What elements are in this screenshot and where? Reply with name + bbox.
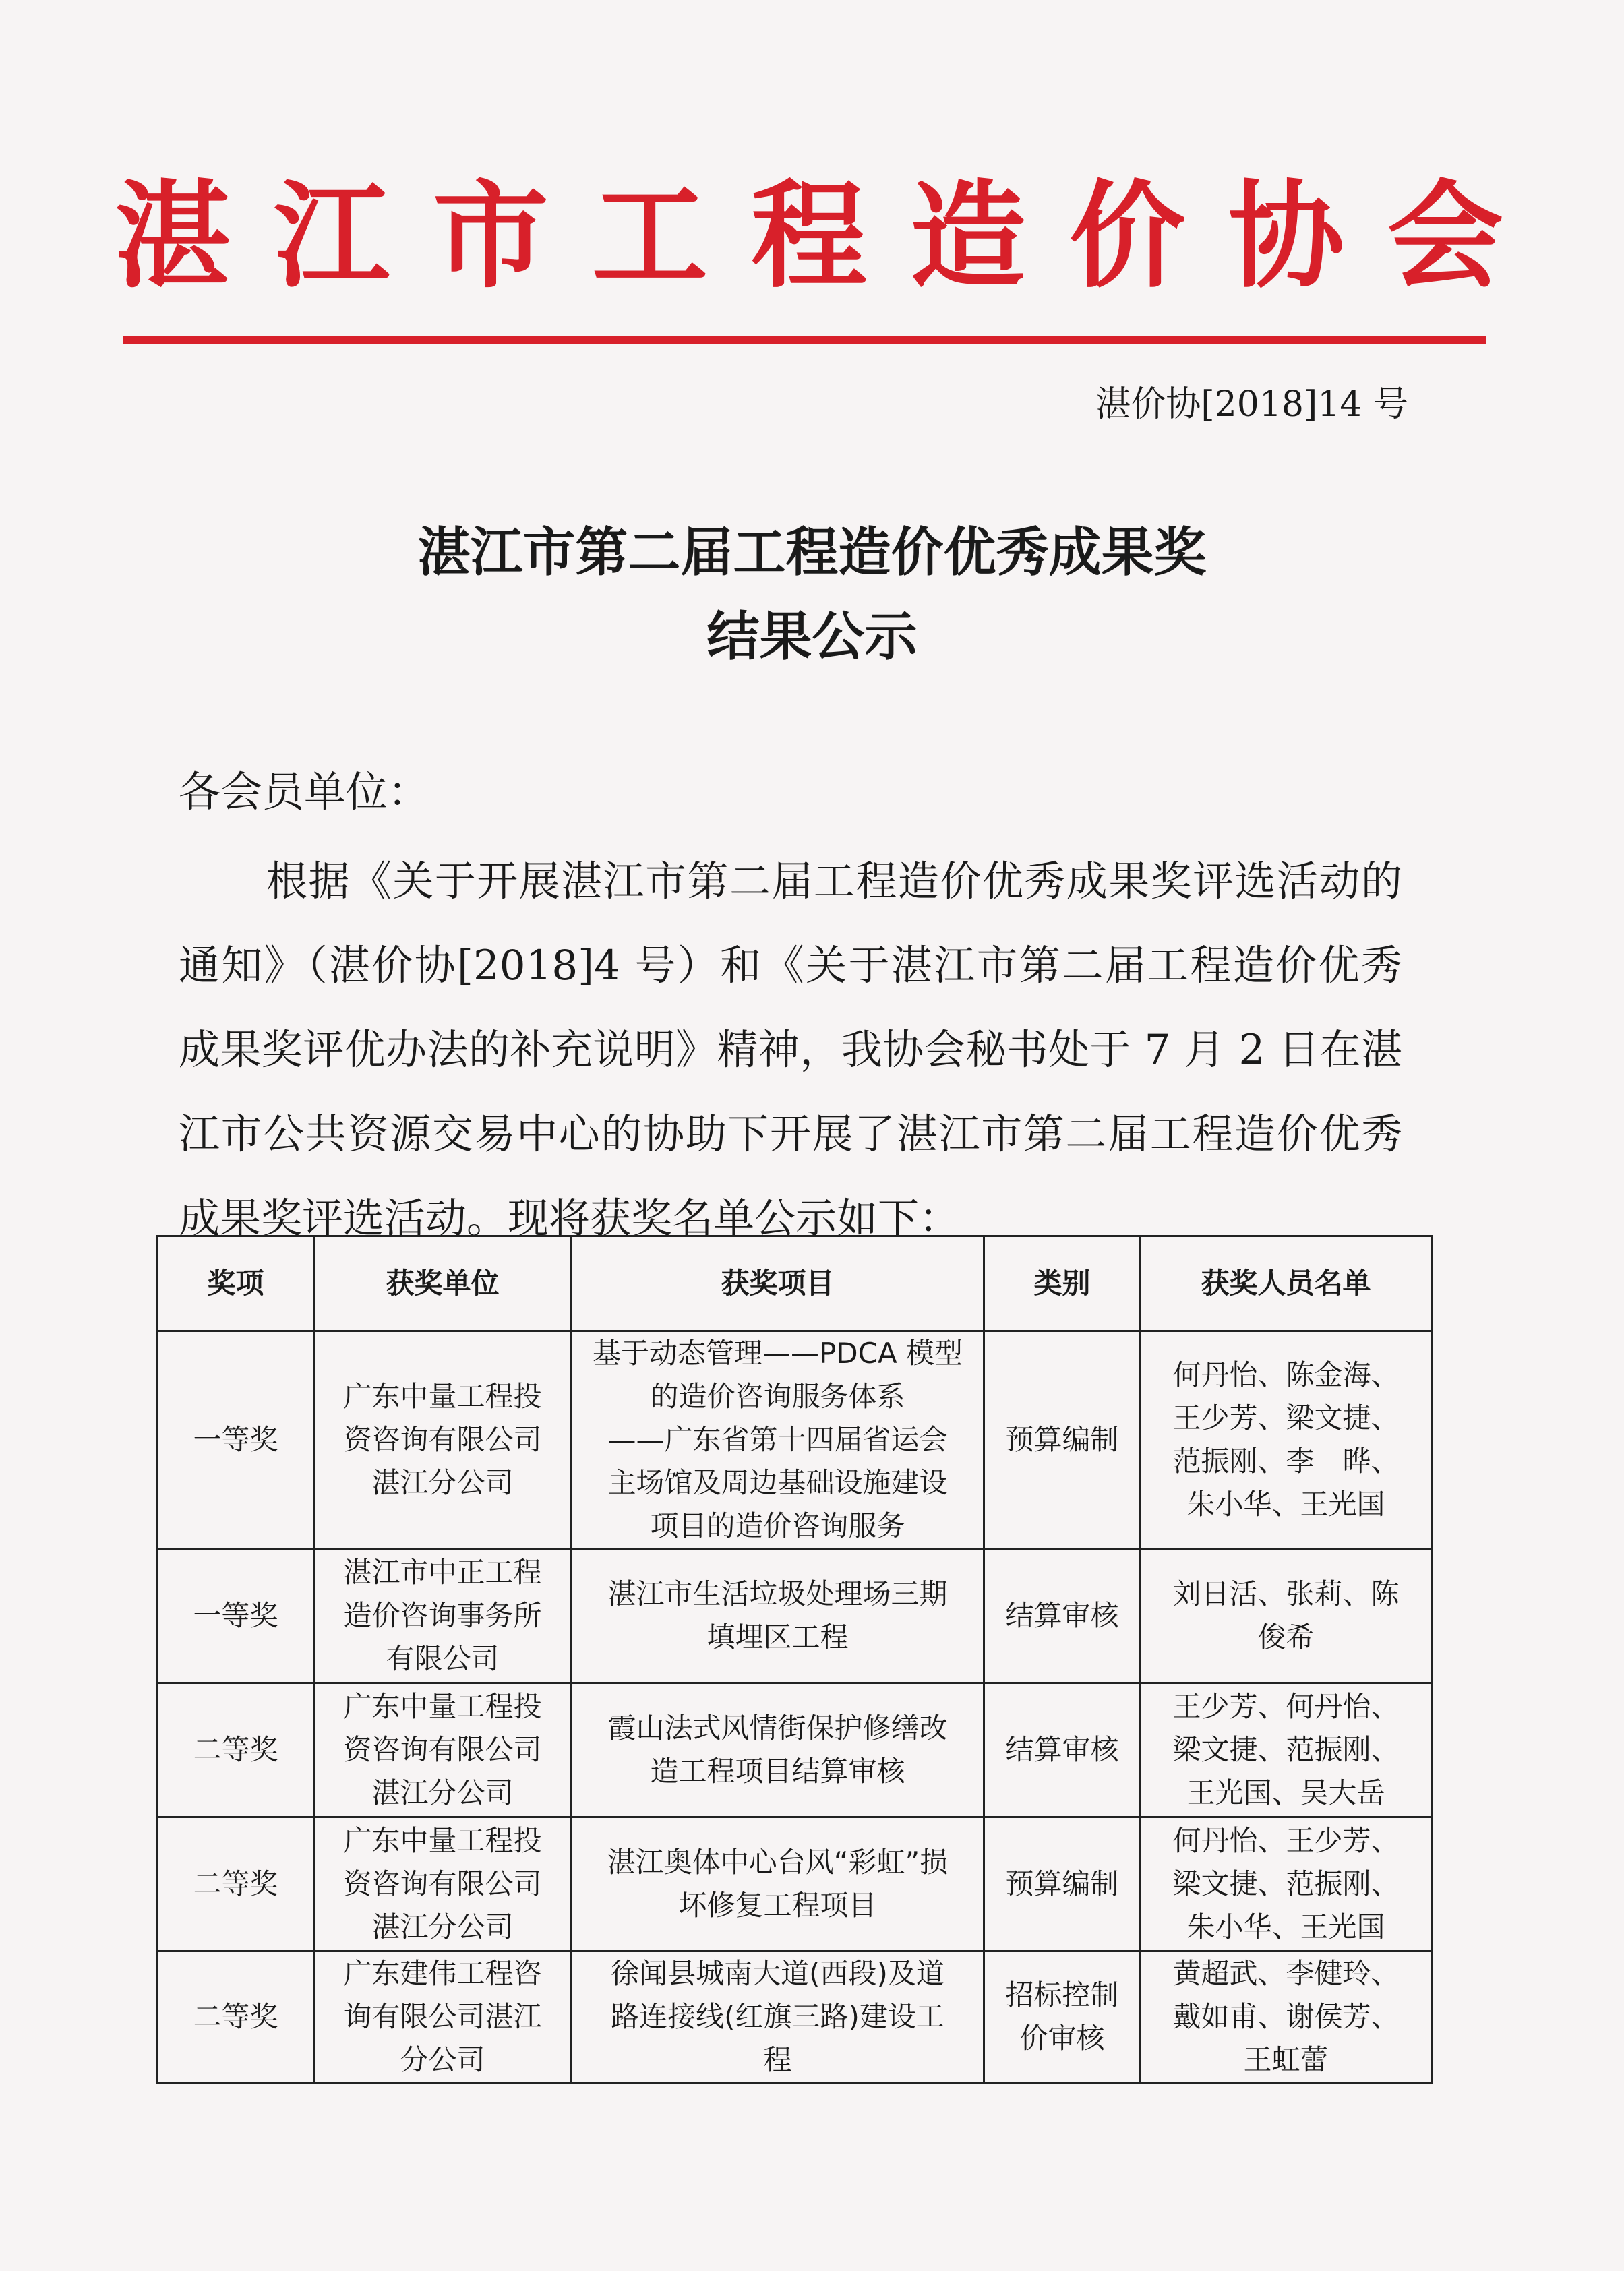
table-row: [158, 1951, 1432, 2083]
cell-line: ——广东省第十四届省运会: [607, 1423, 948, 1456]
table-row: [158, 1549, 1432, 1683]
letterhead-red-rule: [123, 336, 1486, 344]
cell-project: [572, 1683, 984, 1817]
cell-line: 范振刚、李 晔、: [1172, 1445, 1400, 1478]
cell-line: 预算编制: [1005, 1423, 1119, 1456]
cell-line: 王少芳、何丹怡、: [1172, 1690, 1400, 1723]
body-paragraph: 根据《关于开展湛江市第二届工程造价优秀成果奖评选活动的通知》（湛价协[2018]4 号）和《关于湛江市第二届工程造价优秀成果奖评优办法的补充说明》精神，我协会秘书处于 7 月 2 日在湛江市公共资源交易中心的协助下开展了湛江市第二届工程造价优秀成果奖评选活动。现将获奖名单公示如下：: [179, 857, 1402, 1242]
cell-names: [1141, 1951, 1432, 2083]
header-category: 类别: [984, 1236, 1141, 1331]
cell-line: 广东中量工程投: [343, 1690, 542, 1723]
cell-line: 何丹怡、王少芳、: [1172, 1824, 1400, 1857]
cell-line: 有限公司: [386, 1642, 500, 1675]
cell-line: 结算审核: [1005, 1599, 1119, 1632]
cell-line: 湛江分公司: [371, 1776, 514, 1809]
cell-category: [984, 1549, 1141, 1683]
cell-line: 资咨询有限公司: [343, 1423, 542, 1456]
document-number: 湛价协[2018]14 号: [1095, 384, 1408, 425]
cell-line: 湛江市生活垃圾处理场三期: [607, 1577, 948, 1610]
cell-line: 资咨询有限公司: [343, 1733, 542, 1766]
cell-line: 戴如甫、谢侯芳、: [1172, 2000, 1400, 2033]
cell-line: 填埋区工程: [706, 1621, 849, 1654]
cell-line: 湛江奥体中心台风“彩虹”损: [607, 1846, 949, 1879]
cell-line: 项目的造价咨询服务: [650, 1509, 905, 1542]
cell-line: 王虹蕾: [1243, 2043, 1329, 2076]
cell-line: 造价咨询事务所: [343, 1599, 542, 1632]
cell-line: 朱小华、王光国: [1186, 1910, 1385, 1943]
cell-unit: [314, 1549, 572, 1683]
cell-line: 招标控制: [1005, 1978, 1119, 2011]
cell-line: 询有限公司湛江: [343, 2000, 542, 2033]
org-letterhead-title: 湛江市工程造价协会: [115, 167, 1546, 304]
cell-line: 广东中量工程投: [343, 1380, 542, 1413]
header-unit: 获奖单位: [314, 1236, 572, 1331]
salutation: 各会员单位：: [179, 767, 430, 816]
cell-line: 路连接线(红旗三路)建设工: [611, 2000, 944, 2033]
cell-line: 价审核: [1019, 2022, 1105, 2055]
cell-unit: [314, 1951, 572, 2083]
cell-line: 王光国、吴大岳: [1186, 1776, 1385, 1809]
cell-line: 梁文捷、范振刚、: [1172, 1867, 1400, 1900]
cell-award: 二等奖: [158, 1951, 314, 2083]
cell-line: 结算审核: [1005, 1733, 1119, 1766]
cell-line: 霞山法式风情街保护修缮改: [607, 1712, 948, 1745]
cell-award: 一等奖: [158, 1549, 314, 1683]
cell-category: [984, 1951, 1141, 2083]
cell-line: 预算编制: [1005, 1867, 1119, 1900]
cell-category: [984, 1817, 1141, 1951]
cell-line: 刘日活、张莉、陈: [1172, 1577, 1400, 1610]
cell-line: 俊希: [1257, 1621, 1315, 1654]
cell-line: 基于动态管理——PDCA 模型: [592, 1337, 963, 1370]
cell-line: 湛江分公司: [371, 1910, 514, 1943]
cell-names: [1141, 1683, 1432, 1817]
cell-line: 湛江市中正工程: [343, 1556, 542, 1589]
table-header-row: [158, 1236, 1432, 1331]
cell-project: [572, 1951, 984, 2083]
cell-names: [1141, 1549, 1432, 1683]
cell-line: 主场馆及周边基础设施建设: [607, 1466, 948, 1499]
cell-line: 坏修复工程项目: [678, 1889, 877, 1922]
document-title-line1: 湛江市第二届工程造价优秀成果奖: [417, 522, 1207, 583]
table-row: [158, 1817, 1432, 1951]
cell-unit: [314, 1817, 572, 1951]
cell-line: 的造价咨询服务体系: [650, 1380, 905, 1413]
cell-line: 广东建伟工程咨: [343, 1957, 542, 1990]
cell-line: 黄超武、李健玲、: [1172, 1957, 1400, 1990]
cell-line: 徐闻县城南大道(西段)及道: [611, 1957, 944, 1990]
cell-line: 程: [763, 2043, 792, 2076]
table-row: [158, 1683, 1432, 1817]
cell-award: 一等奖: [158, 1331, 314, 1549]
cell-line: 朱小华、王光国: [1186, 1488, 1385, 1521]
header-award: 奖项: [158, 1236, 314, 1331]
cell-names: [1141, 1331, 1432, 1549]
award-results-table: [156, 1235, 1433, 2084]
cell-category: [984, 1331, 1141, 1549]
cell-names: [1141, 1817, 1432, 1951]
cell-project: [572, 1549, 984, 1683]
header-project: 获奖项目: [572, 1236, 984, 1331]
table-row: [158, 1331, 1432, 1549]
cell-unit: [314, 1331, 572, 1549]
cell-project: [572, 1331, 984, 1549]
cell-unit: [314, 1683, 572, 1817]
cell-category: [984, 1683, 1141, 1817]
cell-line: 造工程项目结算审核: [650, 1755, 905, 1788]
cell-line: 何丹怡、陈金海、: [1172, 1358, 1400, 1391]
cell-line: 资咨询有限公司: [343, 1867, 542, 1900]
cell-line: 广东中量工程投: [343, 1824, 542, 1857]
cell-award: 二等奖: [158, 1683, 314, 1817]
cell-line: 梁文捷、范振刚、: [1172, 1733, 1400, 1766]
cell-line: 分公司: [400, 2043, 485, 2076]
cell-line: 湛江分公司: [371, 1466, 514, 1499]
header-names: 获奖人员名单: [1141, 1236, 1432, 1331]
cell-project: [572, 1817, 984, 1951]
cell-line: 王少芳、梁文捷、: [1172, 1401, 1400, 1434]
cell-award: 二等奖: [158, 1817, 314, 1951]
document-title-line2: 结果公示: [706, 607, 918, 667]
